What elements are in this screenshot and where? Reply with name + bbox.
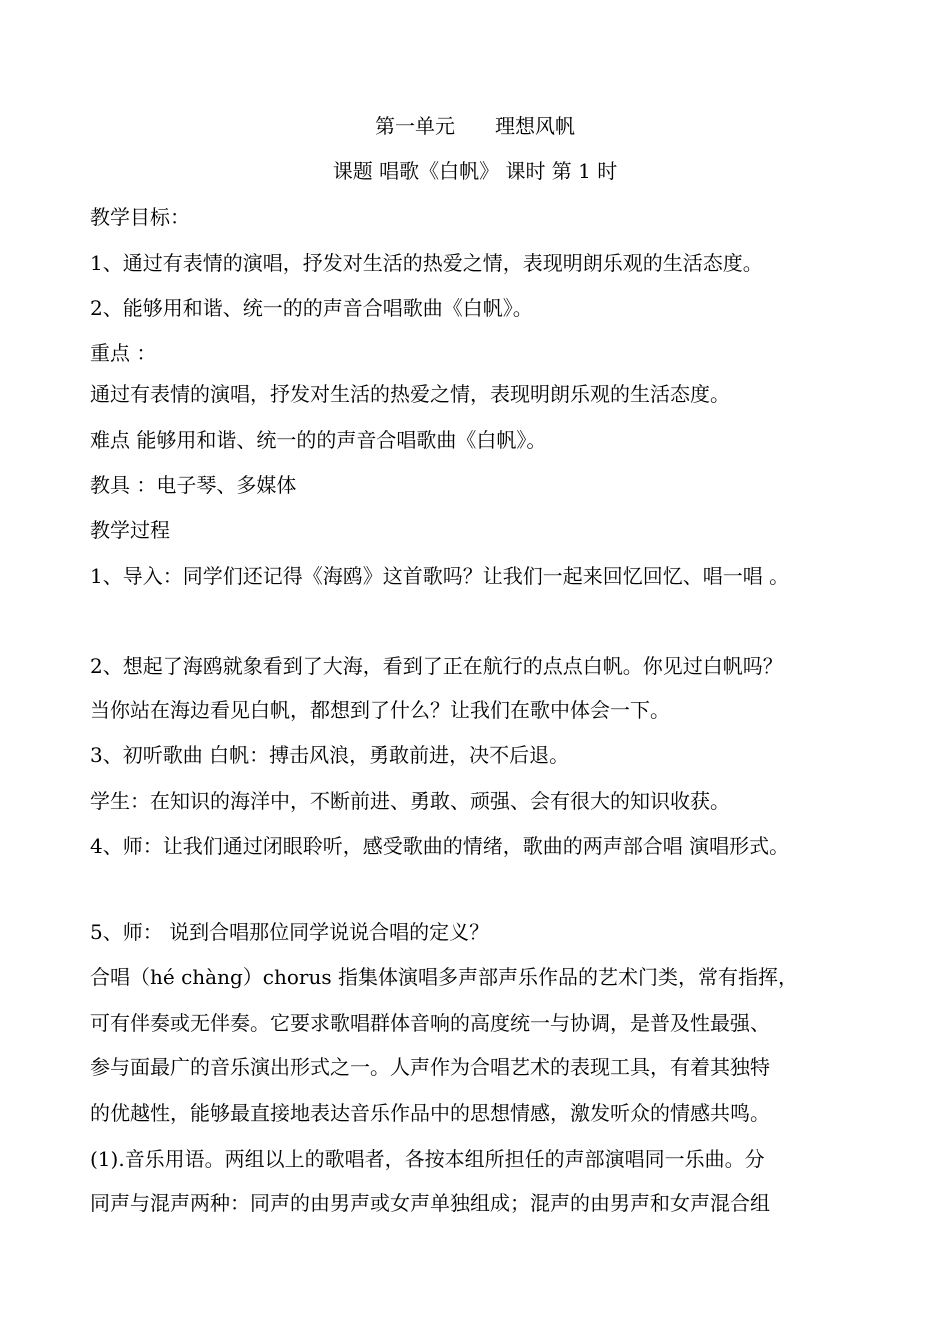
section-label-key-point: 重点 ： [90,341,157,365]
process-step-1: 1、导入：同学们还记得《海鸥》这首歌吗？让我们一起来回忆回忆、唱一唱 。 [90,564,790,588]
process-step-2-line-2: 当你站在海边看见白帆，都想到了什么？让我们在歌中体会一下。 [90,698,670,722]
objective-1: 1、通过有表情的演唱，抒发对生活的热爱之情，表现明朗乐观的生活态度。 [90,251,763,275]
lesson-heading: 课题 唱歌《白帆》 课时 第 1 时 [332,159,618,183]
student-response: 学生：在知识的海洋中，不断前进、勇敢、顽强、会有很大的知识收获。 [90,789,730,813]
unit-heading [0,113,950,139]
difficulty-text: 难点 能够用和谐、统一的的声音合唱歌曲《白帆》。 [90,428,547,452]
process-step-3: 3、初听歌曲 白帆：搏击风浪，勇敢前进，决不后退。 [90,743,570,767]
process-step-2-line-1: 2、想起了海鸥就象看到了大海，看到了正在航行的点点白帆。你见过白帆吗？ [90,654,783,678]
chorus-term-line-2: 同声与混声两种：同声的由男声或女声单独组成；混声的由男声和女声混合组 [90,1191,770,1215]
key-point-text: 通过有表情的演唱，抒发对生活的热爱之情，表现明朗乐观的生活态度。 [90,382,730,406]
chorus-definition-line-1: 合唱（hé chàng）chorus 指集体演唱多声部声乐作品的艺术门类，常有指挥， [90,965,798,989]
chorus-term-line-1: (1).音乐用语。两组以上的歌唱者，各按本组所担任的声部演唱同一乐曲。分 [90,1147,765,1171]
process-step-5: 5、师： 说到合唱那位同学说说合唱的定义？ [90,920,490,944]
chorus-definition-line-2: 可有伴奏或无伴奏。它要求歌唱群体音响的高度统一与协调，是普及性最强、 [90,1011,770,1035]
unit-title: 理想风帆 [495,114,575,138]
teaching-aids-text: 教具 ：电子琴、多媒体 [90,473,297,497]
objective-2: 2、能够用和谐、统一的的声音合唱歌曲《白帆》。 [90,296,533,320]
unit-label: 第一单元 [375,114,455,138]
chorus-definition-line-4: 的优越性，能够最直接地表达音乐作品中的思想情感，激发听众的情感共鸣。 [90,1101,770,1125]
chorus-definition-line-3: 参与面最广的音乐演出形式之一。人声作为合唱艺术的表现工具，有着其独特 [90,1055,770,1079]
section-label-process: 教学过程 [90,518,170,542]
process-step-4: 4、师：让我们通过闭眼聆听，感受歌曲的情绪，歌曲的两声部合唱 演唱形式。 [90,834,790,858]
section-label-objectives: 教学目标： [90,205,190,229]
